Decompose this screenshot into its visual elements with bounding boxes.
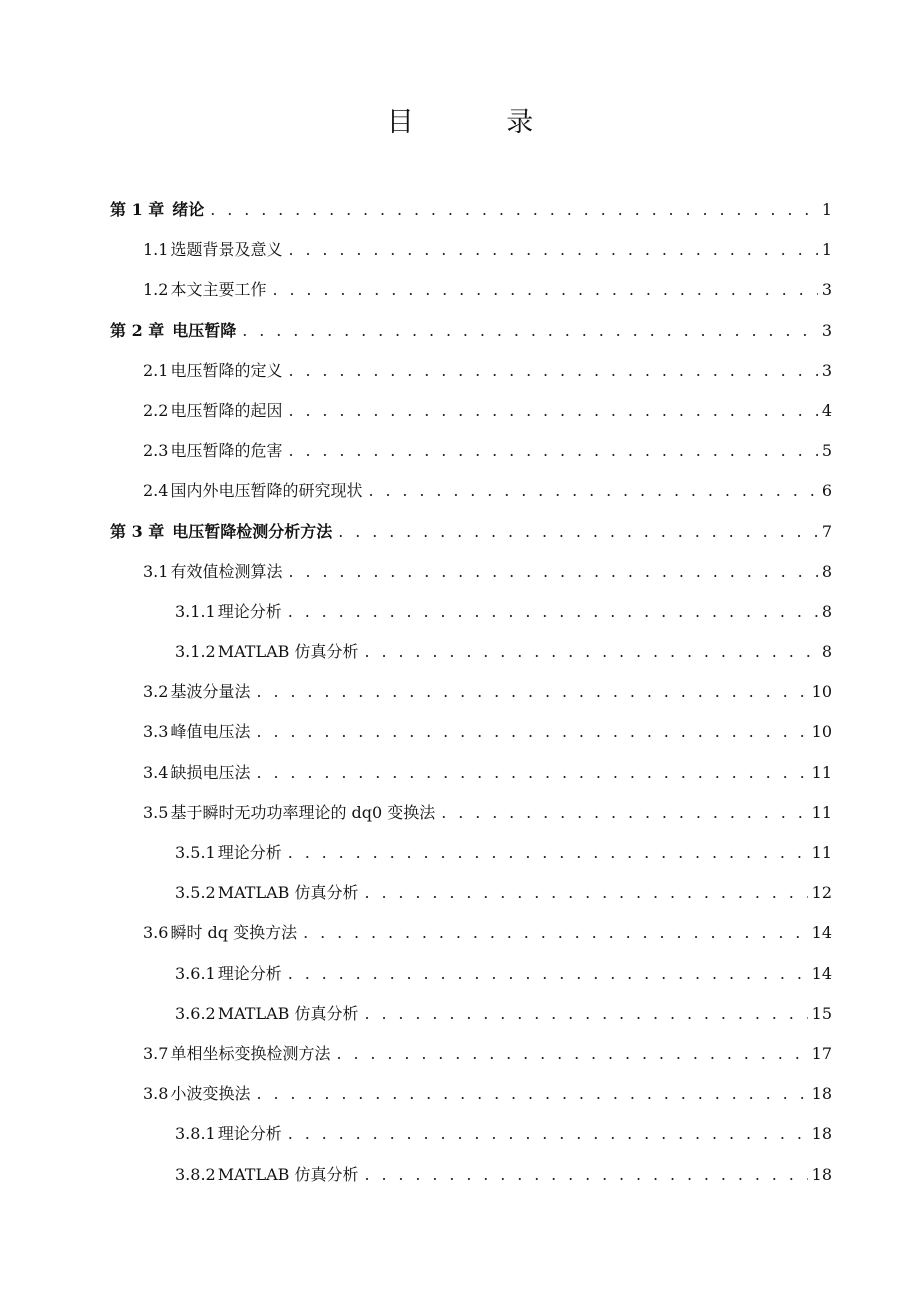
toc-entry-number: 3.8.2 <box>175 1164 216 1184</box>
toc-dot-leader <box>364 1004 807 1023</box>
toc-page-number: 6 <box>821 481 832 501</box>
toc-page-number: 3 <box>821 320 832 340</box>
toc-page-number: 3 <box>821 280 832 300</box>
toc-entry-text: 绪论 <box>172 200 205 219</box>
toc-page-number: 12 <box>811 883 832 903</box>
toc-entry-number: 2.2 <box>143 400 169 420</box>
toc-entry-text: 本文主要工作 <box>170 280 267 300</box>
toc-dot-leader <box>210 200 818 219</box>
toc-entry-number: 第 2 章 <box>110 320 165 340</box>
toc-dot-leader <box>242 321 818 340</box>
toc-dot-leader <box>338 522 818 541</box>
toc-entry-text: 峰值电压法 <box>170 722 251 742</box>
toc-entry-text: 电压暂降 <box>172 320 237 340</box>
toc-entry-text: MATLAB 仿真分析 <box>217 883 359 903</box>
toc-section-entry[interactable] <box>0 478 920 518</box>
toc-entry-number: 3.5.2 <box>175 883 216 903</box>
toc-section-entry[interactable] <box>0 358 920 398</box>
toc-dot-leader <box>336 1044 807 1063</box>
toc-section-entry[interactable] <box>0 398 920 438</box>
toc-dot-leader <box>288 441 817 460</box>
toc-entry-number: 3.2 <box>143 682 169 702</box>
toc-dot-leader <box>256 1084 807 1103</box>
toc-page-number: 14 <box>811 923 832 943</box>
toc-dot-leader <box>288 401 817 420</box>
toc-entry-number: 2.4 <box>143 481 169 501</box>
toc-entry-number: 1.1 <box>143 240 169 260</box>
toc-subsection-entry[interactable] <box>0 840 920 880</box>
toc-entry-text: 基于瞬时无功功率理论的 dq0 变换法 <box>170 802 436 822</box>
toc-entry-number: 3.3 <box>143 722 169 742</box>
toc-page-number: 1 <box>821 200 832 219</box>
toc-entry-text: 国内外电压暂降的研究现状 <box>170 481 363 501</box>
toc-entry-number: 3.8.1 <box>175 1124 216 1144</box>
toc-subsection-entry[interactable] <box>0 880 920 920</box>
toc-subsection-entry[interactable] <box>0 1001 920 1041</box>
toc-page-number: 14 <box>811 963 832 983</box>
toc-section-entry[interactable] <box>0 559 920 599</box>
toc-entry-number: 3.1.1 <box>175 601 216 621</box>
toc-entry-text: 小波变换法 <box>170 1084 251 1104</box>
toc-chapter-entry[interactable] <box>0 519 920 559</box>
toc-entry-label <box>175 840 282 863</box>
toc-section-entry[interactable] <box>0 277 920 317</box>
toc-page-number: 11 <box>811 802 832 822</box>
toc-dot-leader <box>368 481 817 500</box>
toc-subsection-entry[interactable] <box>0 961 920 1001</box>
toc-dot-leader <box>288 562 817 581</box>
toc-page-number: 1 <box>821 240 832 260</box>
toc-entry-number: 2.1 <box>143 360 169 380</box>
toc-page-number: 10 <box>811 682 832 702</box>
toc-dot-leader <box>288 361 817 380</box>
toc-dot-leader <box>364 1165 807 1184</box>
toc-entry-label <box>143 398 282 421</box>
toc-entry-label <box>143 438 282 461</box>
toc-page-number: 7 <box>821 521 832 541</box>
toc-entry-label <box>110 197 204 220</box>
toc-entry-label <box>143 920 297 943</box>
toc-entry-number: 3.1.2 <box>175 642 216 662</box>
toc-entry-text: 单相坐标变换检测方法 <box>170 1043 331 1063</box>
toc-page-number: 17 <box>811 1043 832 1063</box>
toc-entry-label <box>143 719 250 742</box>
toc-entry-label <box>143 277 266 300</box>
toc-page-number: 8 <box>821 601 832 621</box>
toc-subsection-entry[interactable] <box>0 1121 920 1161</box>
toc-entry-text: MATLAB 仿真分析 <box>217 1164 359 1184</box>
toc-dot-leader <box>364 883 807 902</box>
toc-subsection-entry[interactable] <box>0 1162 920 1202</box>
toc-entry-label <box>143 478 362 501</box>
toc-section-entry[interactable] <box>0 438 920 478</box>
toc-page-number: 11 <box>811 843 832 862</box>
toc-entry-number: 3.5 <box>143 802 169 822</box>
toc-entry-text: 电压暂降的危害 <box>170 441 283 461</box>
toc-dot-leader <box>288 240 817 259</box>
toc-chapter-entry[interactable] <box>0 318 920 358</box>
toc-entry-label <box>143 679 250 702</box>
toc-dot-leader <box>288 843 808 862</box>
toc-entry-text: 理论分析 <box>217 843 282 862</box>
toc-entry-label <box>110 519 332 542</box>
toc-entry-label <box>143 760 250 783</box>
toc-page-number: 18 <box>811 1124 832 1144</box>
toc-page-number: 5 <box>821 441 832 461</box>
toc-entry-text: MATLAB 仿真分析 <box>217 1003 359 1023</box>
toc-entry-number: 3.1 <box>143 561 169 581</box>
toc-entry-text: 理论分析 <box>217 1124 282 1144</box>
toc-section-entry[interactable] <box>0 237 920 277</box>
toc-entry-number: 3.8 <box>143 1084 169 1104</box>
toc-entry-number: 3.6 <box>143 923 169 943</box>
toc-dot-leader <box>288 602 818 621</box>
toc-page-number: 3 <box>821 360 832 380</box>
toc-entry-number: 1.2 <box>143 280 169 300</box>
toc-entry-number: 第 1 章 <box>110 200 165 219</box>
toc-entry-label <box>143 1081 250 1104</box>
toc-entry-number: 第 3 章 <box>110 521 165 541</box>
toc-dot-leader <box>288 964 808 983</box>
toc-entry-text: MATLAB 仿真分析 <box>217 642 359 662</box>
toc-section-entry[interactable] <box>0 679 920 719</box>
toc-entry-label <box>143 1041 330 1064</box>
toc-page-number: 18 <box>811 1084 832 1104</box>
toc-entry-text: 理论分析 <box>217 963 282 983</box>
toc-page-number: 10 <box>811 722 832 742</box>
toc-page-number: 11 <box>811 762 832 782</box>
toc-entry-text: 瞬时 dq 变换方法 <box>170 923 298 943</box>
toc-entry-label <box>175 1001 358 1024</box>
toc-section-entry[interactable] <box>0 1081 920 1121</box>
toc-entry-text: 基波分量法 <box>170 682 251 702</box>
toc-entry-label <box>175 880 358 903</box>
toc-entry-number: 2.3 <box>143 441 169 461</box>
toc-entry-label <box>175 639 358 662</box>
toc-entry-label <box>110 318 236 341</box>
toc-page-number: 4 <box>821 400 832 420</box>
toc-entry-label <box>175 961 282 984</box>
toc-dot-leader <box>256 763 807 782</box>
toc-entry-text: 缺损电压法 <box>170 762 251 782</box>
toc-list <box>0 197 920 1202</box>
toc-page-number: 8 <box>821 642 832 662</box>
toc-dot-leader <box>256 682 807 701</box>
toc-entry-number: 3.5.1 <box>175 843 216 862</box>
toc-dot-leader <box>272 280 817 299</box>
toc-section-entry[interactable] <box>0 1041 920 1081</box>
toc-chapter-entry[interactable] <box>0 197 920 237</box>
toc-entry-text: 选题背景及意义 <box>170 240 283 260</box>
toc-dot-leader <box>303 923 808 942</box>
toc-page-number: 15 <box>811 1003 832 1023</box>
toc-subsection-entry[interactable] <box>0 639 920 679</box>
toc-entry-label <box>143 358 282 381</box>
toc-section-entry[interactable] <box>0 920 920 960</box>
toc-entry-label <box>175 1121 282 1144</box>
toc-entry-label <box>143 800 435 823</box>
toc-dot-leader <box>256 722 807 741</box>
toc-title: 目 录 <box>386 107 576 138</box>
toc-entry-text: 理论分析 <box>217 601 282 621</box>
toc-entry-label <box>143 559 282 582</box>
toc-entry-number: 3.7 <box>143 1043 169 1063</box>
toc-section-entry[interactable] <box>0 800 920 840</box>
toc-page-number: 18 <box>811 1164 832 1184</box>
toc-entry-text: 电压暂降的起因 <box>170 400 283 420</box>
toc-dot-leader <box>364 642 817 661</box>
toc-section-entry[interactable] <box>0 719 920 759</box>
toc-entry-label <box>143 237 282 260</box>
toc-entry-label <box>175 1162 358 1185</box>
toc-entry-label <box>175 599 282 622</box>
toc-entry-text: 有效值检测算法 <box>170 561 283 581</box>
toc-dot-leader <box>288 1124 808 1143</box>
toc-entry-text: 电压暂降检测分析方法 <box>172 521 333 541</box>
toc-entry-number: 3.6.1 <box>175 963 216 983</box>
toc-page-number: 8 <box>821 561 832 581</box>
toc-subsection-entry[interactable] <box>0 599 920 639</box>
toc-entry-text: 电压暂降的定义 <box>170 360 283 380</box>
toc-section-entry[interactable] <box>0 760 920 800</box>
toc-entry-number: 3.6.2 <box>175 1003 216 1023</box>
toc-entry-number: 3.4 <box>143 762 169 782</box>
toc-dot-leader <box>441 803 807 822</box>
